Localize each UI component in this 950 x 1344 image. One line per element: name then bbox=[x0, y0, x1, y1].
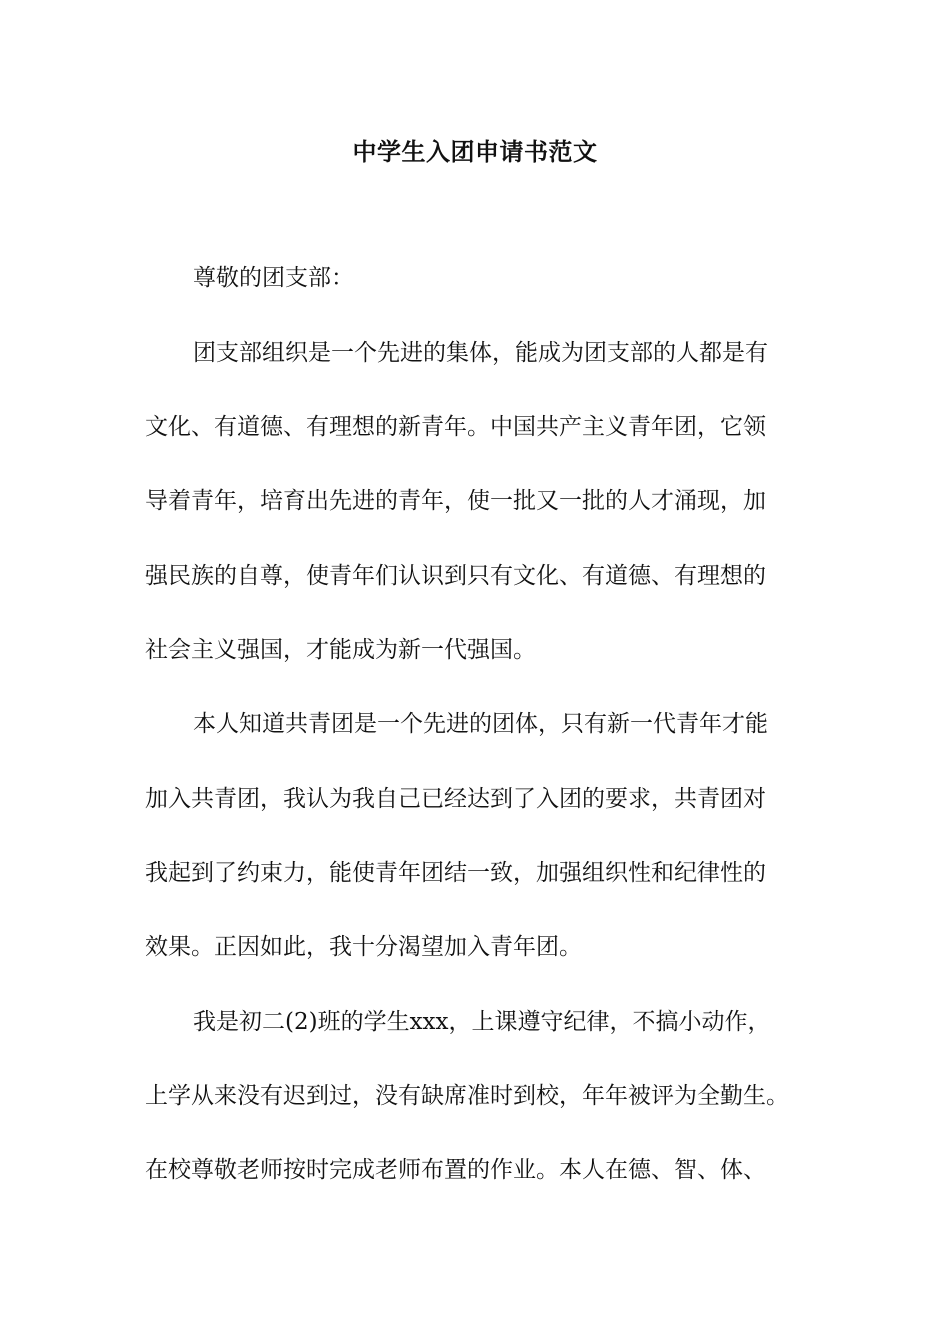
body-line: 上学从来没有迟到过，没有缺席准时到校，年年被评为全勤生。 bbox=[145, 1083, 789, 1109]
body-line: 效果。正因如此，我十分渴望加入青年团。 bbox=[145, 934, 582, 960]
body-line: 强民族的自尊，使青年们认识到只有文化、有道德、有理想的 bbox=[145, 563, 766, 589]
body-line: 团支部组织是一个先进的集体，能成为团支部的人都是有 bbox=[193, 340, 768, 366]
body-line: 导着青年，培育出先进的青年，使一批又一批的人才涌现，加 bbox=[145, 488, 766, 514]
body-line: 文化、有道德、有理想的新青年。中国共产主义青年团，它领 bbox=[145, 414, 766, 440]
body-line: 加入共青团，我认为我自己已经达到了入团的要求，共青团对 bbox=[145, 786, 766, 812]
body-line: 我是初二(2)班的学生xxx，上课遵守纪律，不搞小动作， bbox=[193, 1009, 771, 1035]
body-line: 社会主义强国，才能成为新一代强国。 bbox=[145, 637, 536, 663]
body-line: 我起到了约束力，能使青年团结一致，加强组织性和纪律性的 bbox=[145, 860, 766, 886]
body-line: 在校尊敬老师按时完成老师布置的作业。本人在德、智、体、 bbox=[145, 1157, 766, 1183]
document-title: 中学生入团申请书范文 bbox=[352, 138, 598, 166]
salutation-line: 尊敬的团支部： bbox=[193, 265, 354, 291]
body-line: 本人知道共青团是一个先进的团体，只有新一代青年才能 bbox=[193, 711, 768, 737]
